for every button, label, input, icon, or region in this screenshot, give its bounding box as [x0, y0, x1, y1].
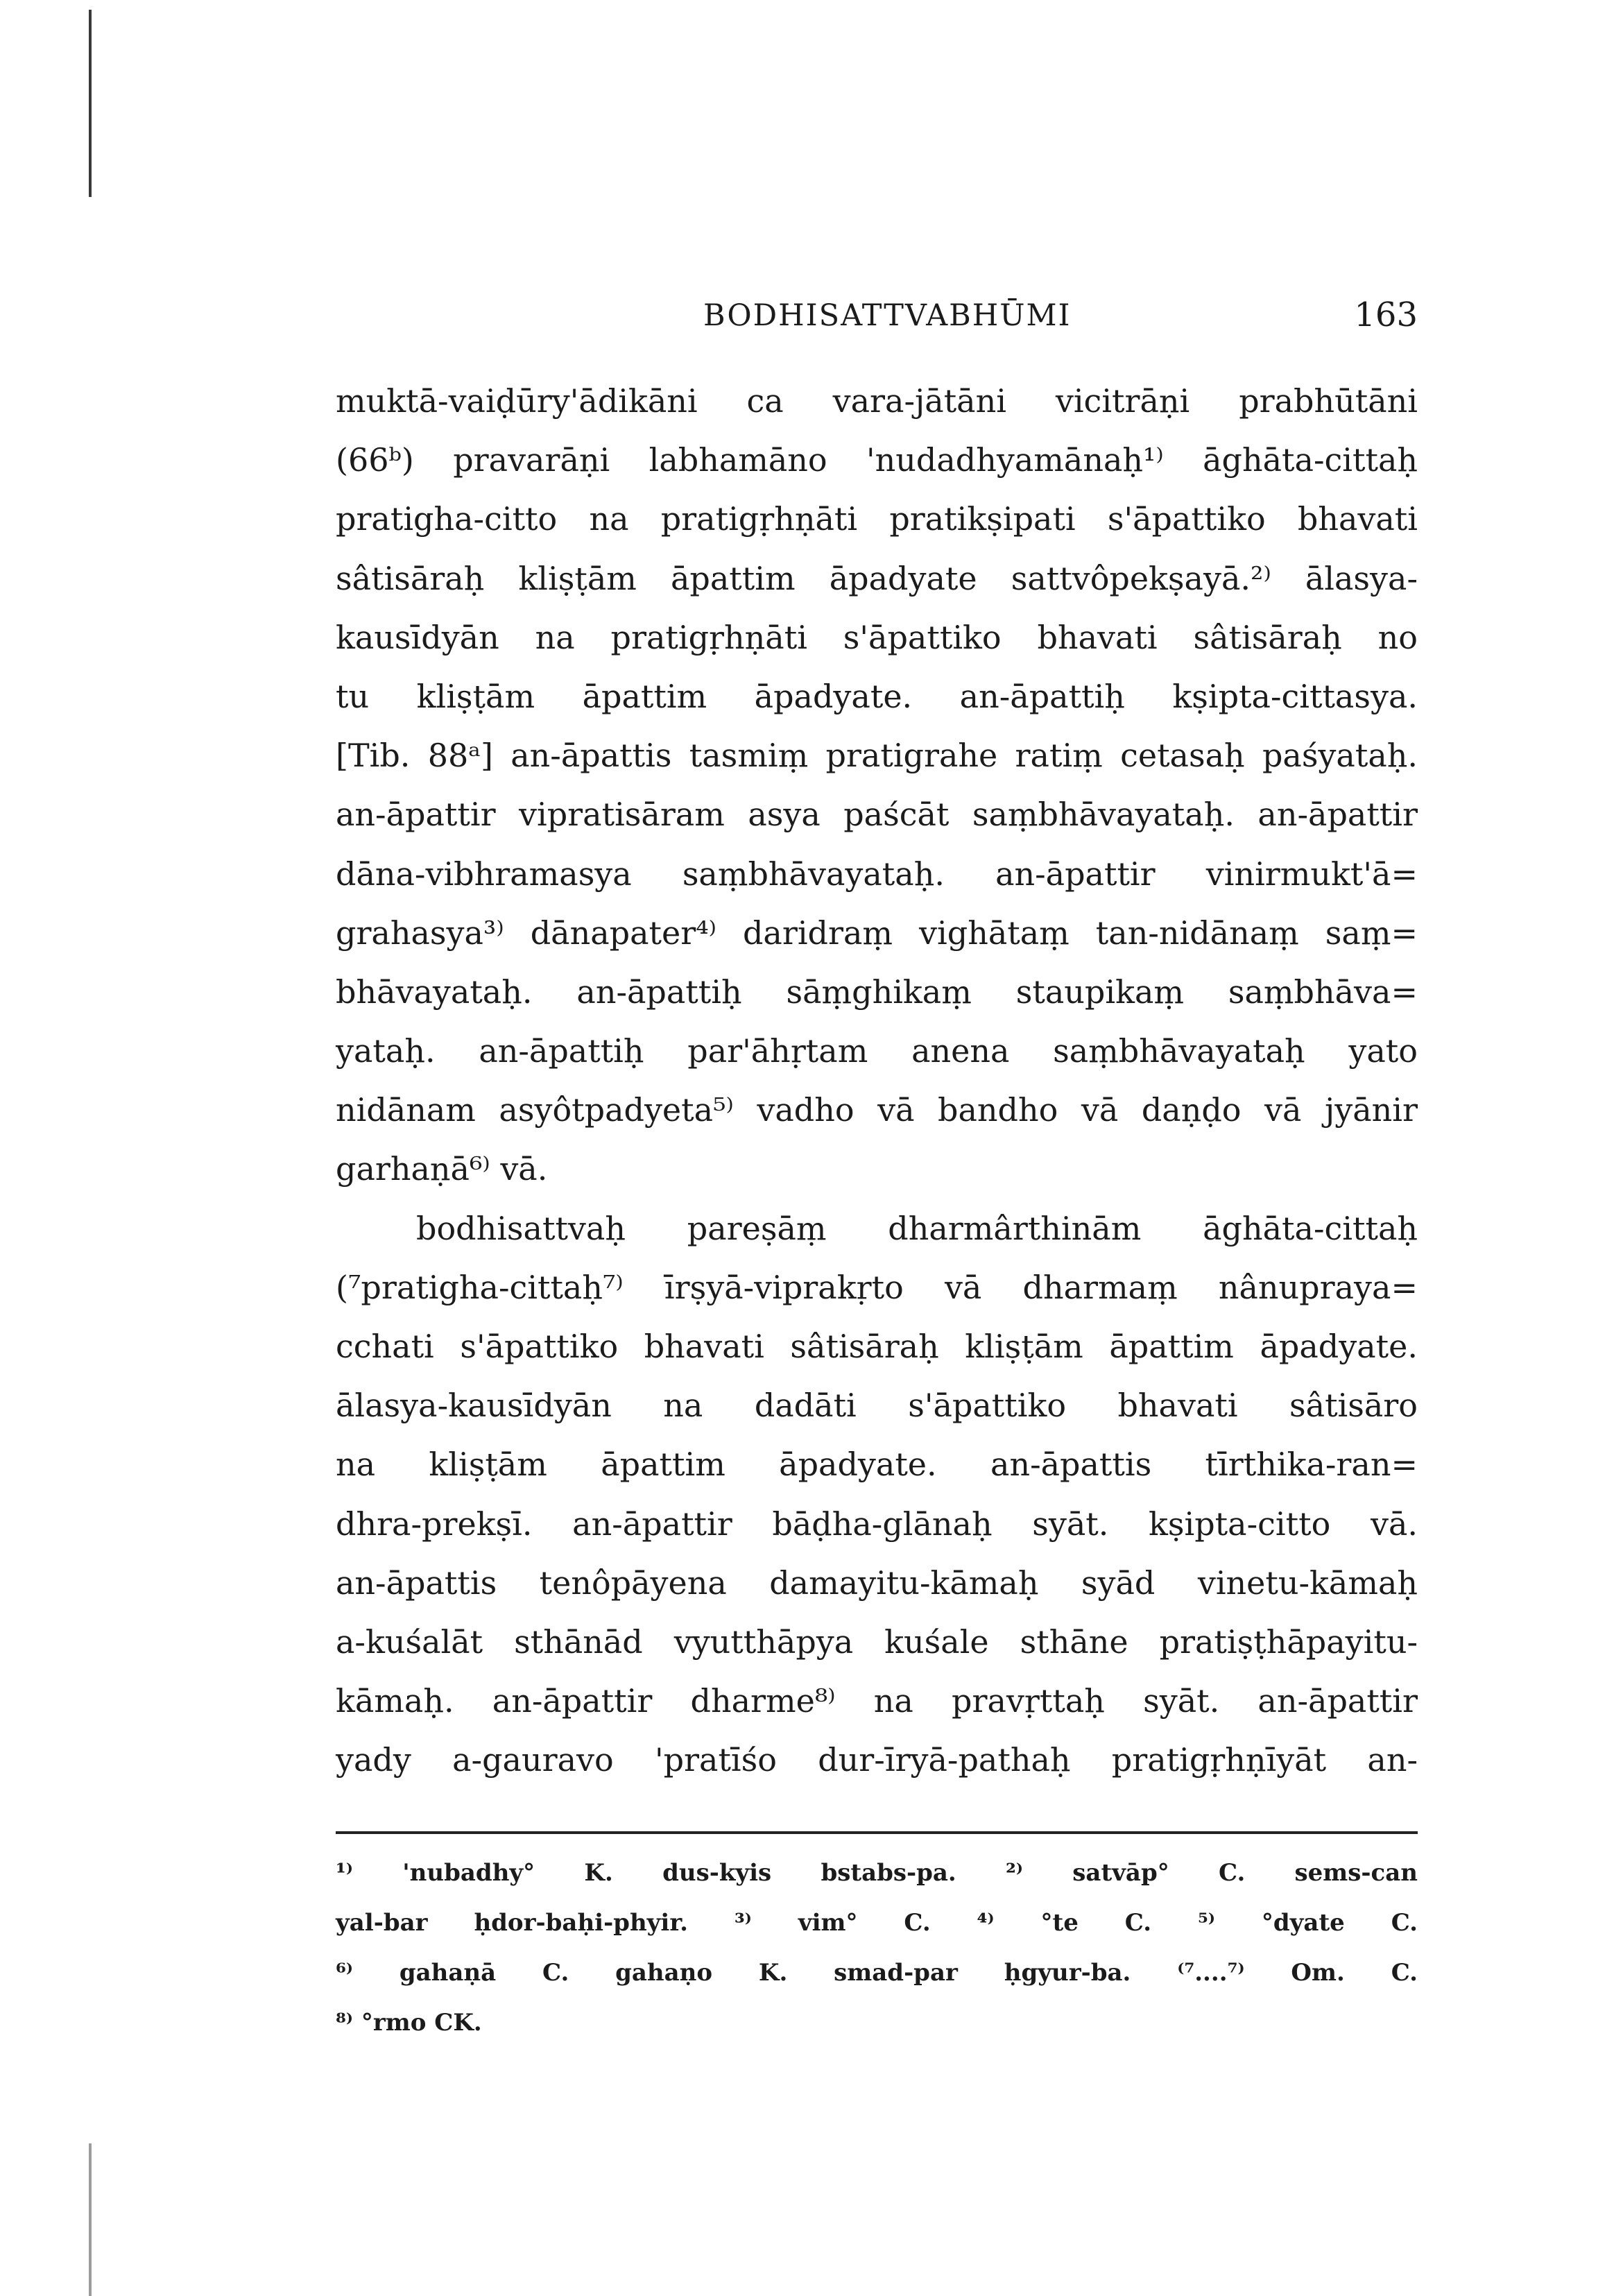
footnote-rule: [336, 1831, 1418, 1834]
text-line: [Tib. 88ᵃ] an-āpattis tasmiṃ pratigrahe ratiṃ cetasaḥ paśyataḥ.: [336, 737, 1418, 775]
text-line: nidānam asyôtpadyeta⁵⁾ vadho vā bandho vā daṇḍo vā jyānir: [336, 1091, 1418, 1129]
text-line: sâtisāraḥ kliṣṭām āpattim āpadyate sattvôpekṣayā.²⁾ ālasya-: [336, 559, 1418, 597]
text-line: tu kliṣṭām āpattim āpadyate. an-āpattiḥ kṣipta-cittasya.: [336, 677, 1418, 715]
text-line: muktā-vaiḍūry'ādikāni ca vara-jātāni vicitrāṇi prabhūtāni: [336, 382, 1418, 420]
binding-edge-mark: [89, 10, 92, 197]
page-number: 163: [1354, 295, 1418, 334]
main-text: [336, 372, 1418, 1790]
text-line: an-āpattis tenôpāyena damayitu-kāmaḥ syād vinetu-kāmaḥ: [336, 1563, 1418, 1602]
text-line: yataḥ. an-āpattiḥ par'āhṛtam anena saṃbhāvayataḥ yato: [336, 1032, 1418, 1070]
text-line: ālasya-kausīdyān na dadāti s'āpattiko bhavati sâtisāro: [336, 1387, 1418, 1425]
text-line: cchati s'āpattiko bhavati sâtisāraḥ kliṣṭām āpattim āpadyate.: [336, 1328, 1418, 1365]
footnote-line: ¹⁾ 'nubadhy° K. dus-kyis bstabs-pa. ²⁾ satvāp° C. sems-can: [336, 1859, 1418, 1887]
text-line: garhaṇā⁶⁾ vā.: [336, 1150, 548, 1188]
text-line: dhra-prekṣī. an-āpattir bāḍha-glānaḥ syāt. kṣipta-citto vā.: [336, 1505, 1418, 1543]
text-line: yady a-gauravo 'pratīśo dur-īryā-pathaḥ pratigṛhṇīyāt an-: [336, 1741, 1418, 1779]
text-line: an-āpattir vipratisāram asya paścāt saṃbhāvayataḥ. an-āpattir: [336, 796, 1418, 834]
text-line: (66ᵇ) pravarāṇi labhamāno 'nudadhyamānaḥ¹⁾ āghāta-cittaḥ: [336, 441, 1418, 479]
footnote-line: yal-bar ḥdor-baḥi-phyir. ³⁾ vim° C. ⁴⁾ °te C. ⁵⁾ °dyate C.: [336, 1909, 1418, 1937]
page-header: [336, 293, 1418, 341]
footnote-line: ⁶⁾ gahaṇā C. gahaṇo K. smad-par ḥgyur-ba. ⁽⁷....⁷⁾ Om. C.: [336, 1959, 1418, 1987]
text-line: dāna-vibhramasya saṃbhāvayataḥ. an-āpattir vinirmukt'ā=: [336, 855, 1418, 893]
text-line: (⁷pratigha-cittaḥ⁷⁾ īrṣyā-viprakṛto vā dharmaṃ nânupraya=: [336, 1268, 1418, 1306]
text-line: grahasya³⁾ dānapater⁴⁾ daridraṃ vighātaṃ tan-nidānaṃ saṃ=: [336, 914, 1418, 952]
footnote-line: ⁸⁾ °rmo CK.: [336, 2009, 482, 2037]
text-line: kāmaḥ. an-āpattir dharme⁸⁾ na pravṛttaḥ syāt. an-āpattir: [336, 1682, 1418, 1720]
running-head: BODHISATTVABHŪMI: [703, 298, 1072, 333]
binding-edge-mark-lower: [89, 2143, 92, 2296]
text-line: kausīdyān na pratigṛhṇāti s'āpattiko bhavati sâtisāraḥ no: [336, 618, 1418, 656]
text-line: bhāvayataḥ. an-āpattiḥ sāṃghikaṃ staupikaṃ saṃbhāva=: [336, 973, 1418, 1011]
text-line: pratigha-citto na pratigṛhṇāti pratikṣipati s'āpattiko bhavati: [336, 500, 1418, 538]
text-line: na kliṣṭām āpattim āpadyate. an-āpattis tīrthika-ran=: [336, 1446, 1418, 1484]
footnotes: [336, 1848, 1418, 2048]
paragraph-start-line: bodhisattvaḥ pareṣāṃ dharmârthinām āghāta-cittaḥ: [416, 1209, 1418, 1247]
text-line: a-kuśalāt sthānād vyutthāpya kuśale sthāne pratiṣṭhāpayitu-: [336, 1622, 1418, 1661]
